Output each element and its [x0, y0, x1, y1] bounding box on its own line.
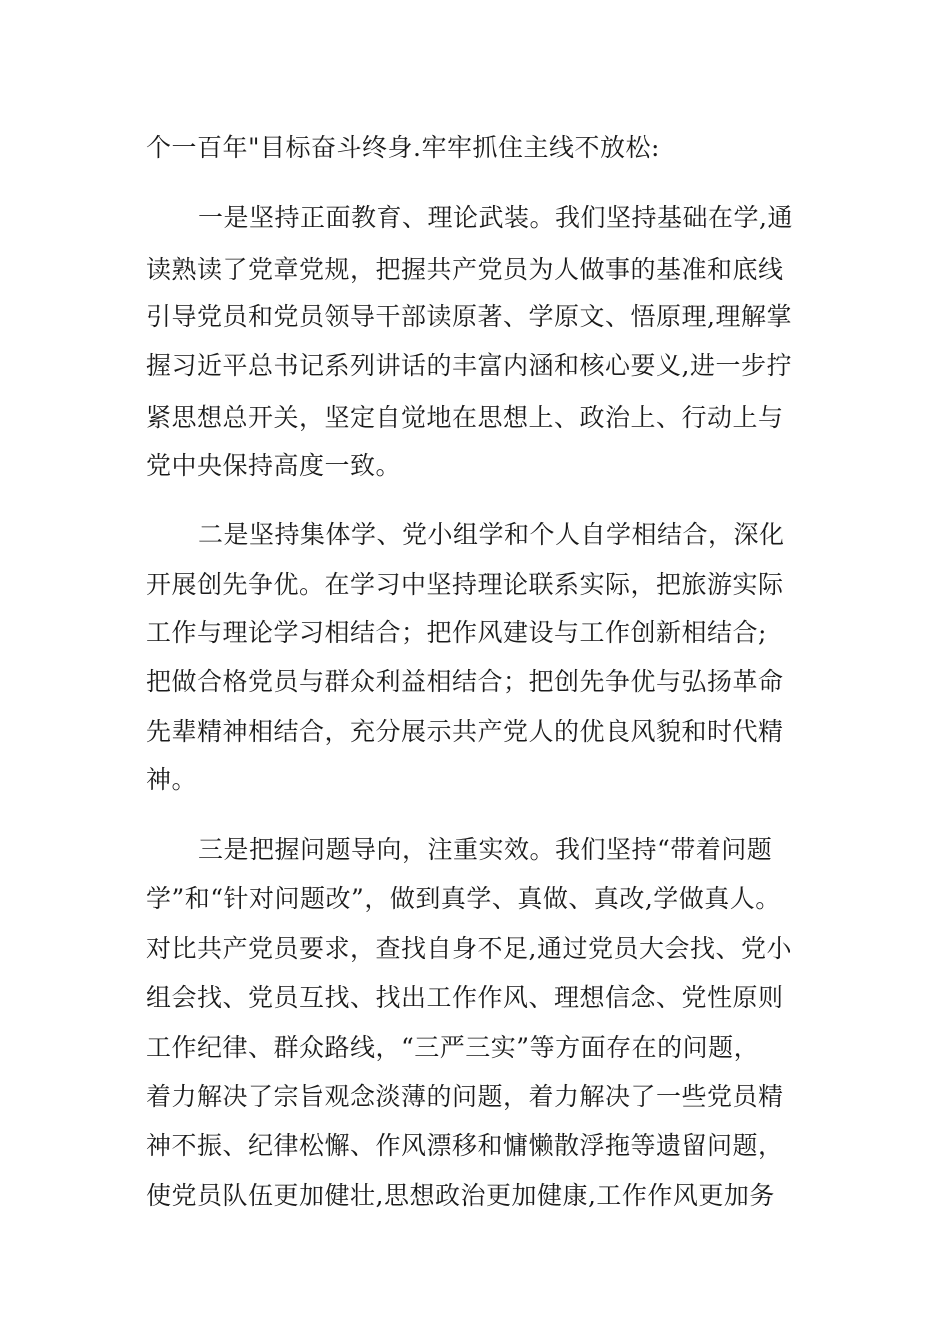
text-line-15: 学”和“针对问题改”，做到真学、真做、真改,学做真人。	[146, 884, 781, 913]
text-line-7: 党中央保持高度一致。	[146, 451, 402, 480]
text-line-14: 三是把握问题导向，注重实效。我们坚持“带着问题	[198, 835, 773, 864]
text-line-12: 先辈精神相结合，充分展示共产党人的优良风貌和时代精	[146, 717, 784, 746]
text-line-19: 着力解决了宗旨观念淡薄的问题，着力解决了一些党员精	[146, 1082, 784, 1111]
text-line-21: 使党员队伍更加健壮,思想政治更加健康,工作作风更加务	[146, 1181, 775, 1210]
text-line-10: 工作与理论学习相结合；把作风建设与工作创新相结合;	[146, 618, 767, 647]
text-line-18: 工作纪律、群众路线，“三严三实”等方面存在的问题，	[146, 1033, 760, 1062]
text-line-2: 一是坚持正面教育、理论武装。我们坚持基础在学,通	[198, 203, 793, 232]
text-line-3: 读熟读了党章党规，把握共产党员为人做事的基准和底线	[146, 255, 784, 284]
text-line-16: 对比共产党员要求，查找自身不足,通过党员大会找、党小	[146, 934, 792, 963]
text-line-8: 二是坚持集体学、党小组学和个人自学相结合，深化	[198, 520, 785, 549]
text-line-6: 紧思想总开关，坚定自觉地在思想上、政治上、行动上与	[146, 403, 784, 432]
text-line-9: 开展创先争优。在学习中坚持理论联系实际，把旅游实际	[146, 570, 784, 599]
text-line-11: 把做合格党员与群众利益相结合；把创先争优与弘扬革命	[146, 667, 784, 696]
text-line-20: 神不振、纪律松懈、作风漂移和慵懒散浮拖等遗留问题，	[146, 1131, 784, 1160]
text-line-1: 个一百年"目标奋斗终身.牢牢抓住主线不放松:	[146, 133, 660, 162]
text-line-5: 握习近平总书记系列讲话的丰富内涵和核心要义,进一步拧	[146, 351, 792, 380]
text-line-17: 组会找、党员互找、找出工作作风、理想信念、党性原则	[146, 983, 784, 1012]
text-line-4: 引导党员和党员领导干部读原著、学原文、悟原理,理解掌	[146, 302, 792, 331]
text-line-13: 神。	[146, 765, 198, 794]
